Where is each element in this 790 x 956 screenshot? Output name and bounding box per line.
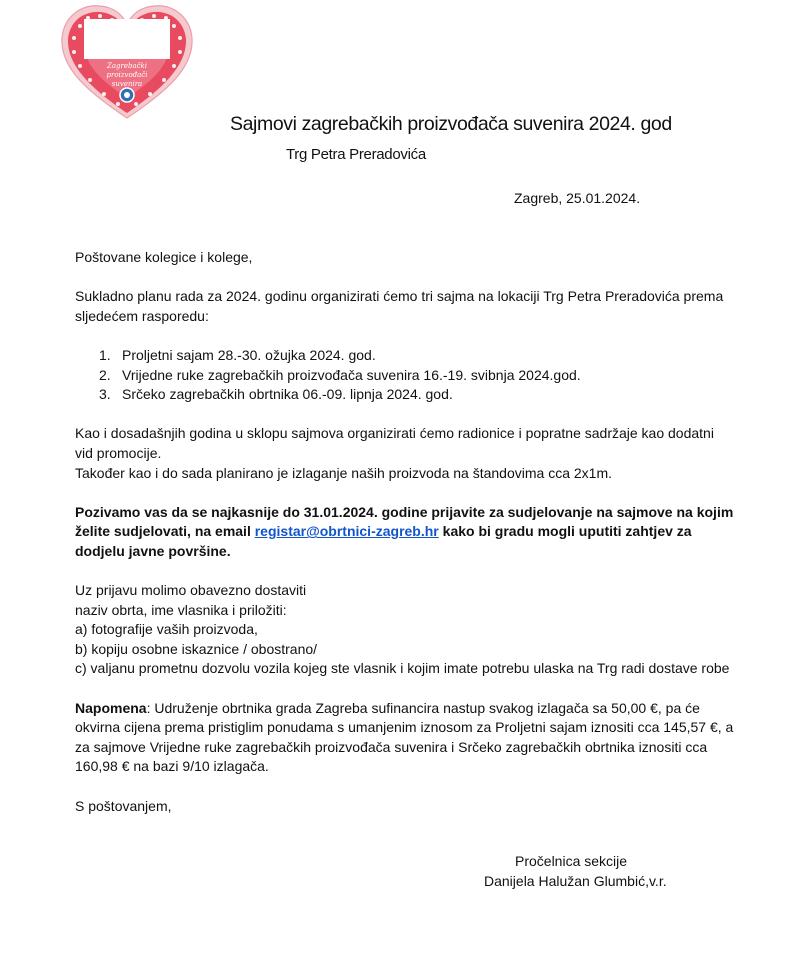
requirement-c: c) valjanu prometnu dozvolu vozila kojeg ste vlasnik i kojim imate potrebu ulaska na Trg radi dostave robe	[75, 660, 730, 677]
requirements-line1: Uz prijavu molimo obavezno dostaviti	[75, 582, 307, 599]
list-item: 2. Vrijedne ruke zagrebačkih proizvođača suvenira 16.-19. svibnja 2024.god.	[99, 366, 581, 383]
heart-logo	[58, 2, 196, 122]
logo-caption-line1: Zagrebački proizvođači	[106, 62, 148, 79]
workshops-paragraph: Kao i dosadašnjih godina u sklopu sajmova organizirati ćemo radionice i popratne sadržaje kao dodatni vid promocije.	[75, 425, 714, 461]
requirement-a: a) fotografije vaših proizvoda,	[75, 621, 258, 638]
document-date: Zagreb, 25.01.2024.	[514, 190, 641, 206]
document-subtitle: Trg Petra Preradovića	[286, 146, 426, 163]
document-title: Sajmovi zagrebačkih proizvođača suvenira 2024. god	[230, 113, 672, 135]
stands-paragraph: Također kao i do sada planirano je izlaganje naših proizvoda na štandovima cca 2x1m.	[75, 464, 612, 481]
list-item: 1. Proljetni sajam 28.-30. ožujka 2024. god.	[99, 346, 376, 363]
note-label: Napomena	[75, 699, 147, 716]
letter-body	[75, 248, 735, 816]
greeting: Poštovane kolegice i kolege,	[75, 249, 253, 265]
logo-caption-line2: suvenira	[111, 80, 143, 88]
signature-name: Danijela Halužan Glumbić,v.r.	[484, 873, 667, 889]
requirements-line2: naziv obrta, ime vlasnika i priložiti:	[75, 601, 287, 618]
intro-paragraph: Sukladno planu rada za 2024. godinu organizirati ćemo tri sajma na lokaciji Trg Petra Preradovića prema sljedećem rasporedu:	[75, 288, 724, 324]
invite-paragraph: Pozivamo vas da se najkasnije do 31.01.2024. godine prijavite za sudjelovanje na sajmove na kojim želite sudjelovati, na email registar@obrtnici-zagreb.hr kako bi gradu mogli uputiti zahtjev za dodjelu javne površine.	[75, 503, 734, 559]
email-link[interactable]: registar@obrtnici-zagreb.hr	[254, 523, 439, 540]
list-item: 3. Srčeko zagrebačkih obrtnika 06.-09. lipnja 2024. god.	[99, 386, 453, 403]
requirement-b: b) kopiju osobne iskaznice / obostrano/	[75, 640, 318, 657]
closing: S poštovanjem,	[75, 797, 172, 814]
fairs-list	[75, 346, 735, 405]
note-paragraph: Napomena: Udruženje obrtnika grada Zagreba sufinancira nastup svakog izlagača sa 50,00 €, pa će okvirna cijena prema pristiglim ponudama s umanjenim iznosom za Proljetni sajam iznositi cca 145,57 €, a za sajmove Vrijedne ruke zagrebačkih proizvođača suvenira i Srčeko zagrebačkih obrtnika iznositi cca 160,98 € na bazi 9/10 izlagača.	[75, 699, 734, 775]
signature-role: Pročelnica sekcije	[515, 853, 628, 869]
